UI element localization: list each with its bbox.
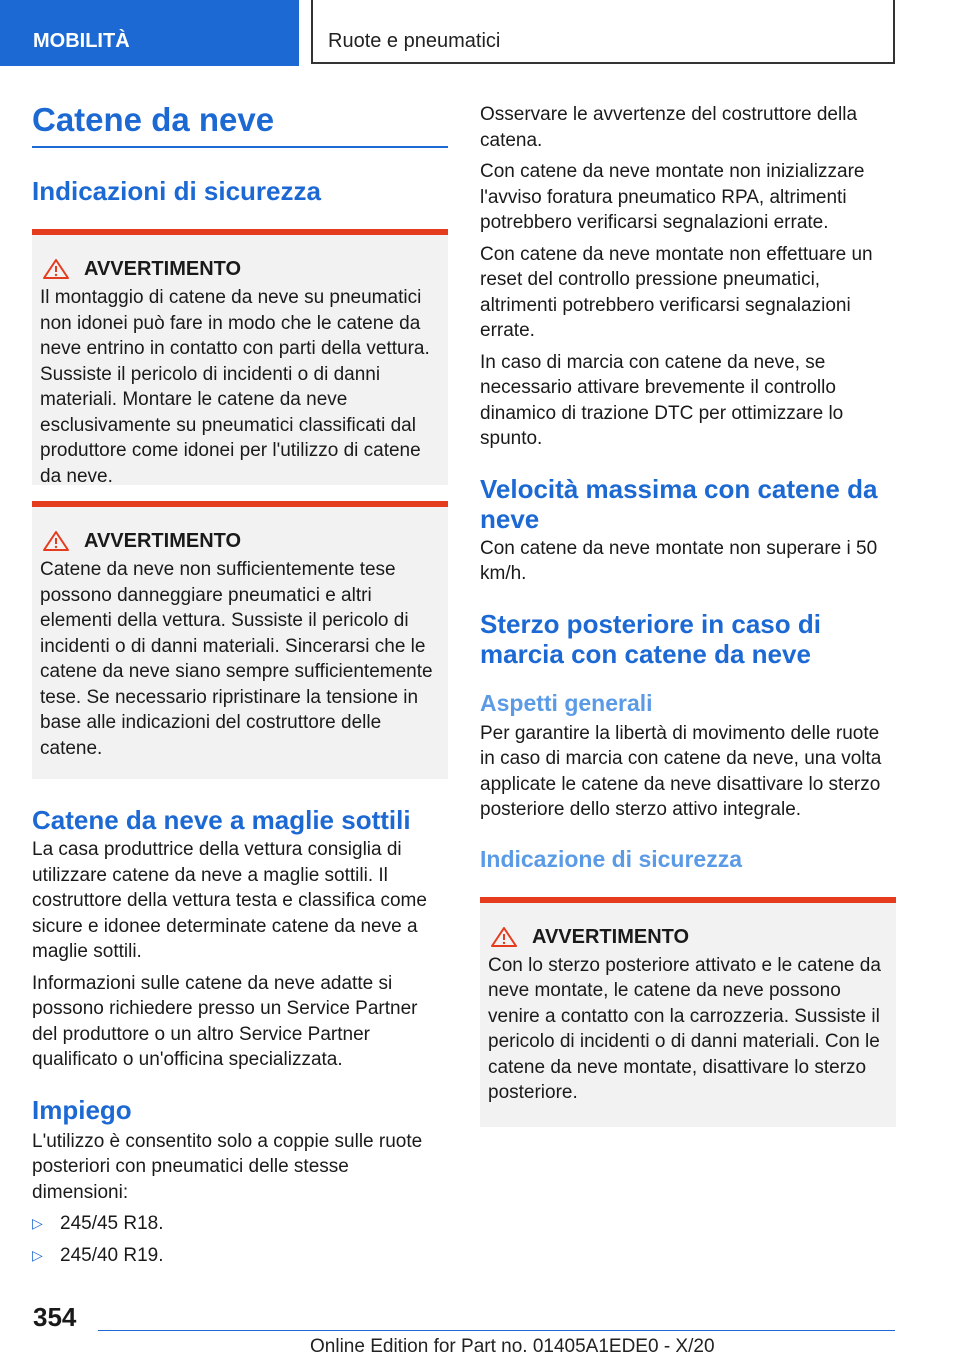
fine-chains-heading: Catene da neve a maglie sottili	[32, 805, 411, 835]
page-title: Catene da neve	[32, 100, 448, 148]
max-speed-heading: Velocità massima con catene da neve	[480, 473, 878, 534]
safety-note-heading: Indicazione di sicurezza	[480, 845, 743, 872]
header-section-label: MOBILITÀ	[33, 30, 130, 52]
left-column	[32, 100, 448, 1268]
warning-header	[488, 925, 888, 949]
header-chapter-label: Ruote e pneumatici	[328, 30, 501, 52]
warning-header	[40, 257, 440, 281]
warning-label: AVVERTIMENTO	[532, 925, 690, 948]
use-heading: Impiego	[32, 1094, 132, 1125]
warning-box-3	[480, 897, 896, 1127]
list-item	[32, 1243, 448, 1269]
warning-text: Catene da neve non sufficientemente tese possono danneggiare pneumatici e altri elementi della vettura. Sussiste il pericolo di incidenti o di danni materiali. Sincerarsi che le catene da neve siano sempre sufficientemente tese. Se necessario ripristinare la tensione in base alle indicazioni del costruttore delle catene.	[40, 559, 433, 759]
warning-label: AVVERTIMENTO	[84, 530, 242, 552]
footer-divider	[98, 1330, 895, 1331]
warning-box-2	[32, 501, 448, 779]
use-paragraph: L'utilizzo è consentito solo a coppie sulle ruote posteriori con pneumatici delle stesse dimensioni:	[32, 1130, 423, 1203]
warning-box-1	[32, 229, 448, 485]
fine-chains-paragraph-2: Informazioni sulle catene da neve adatte si possono richiedere presso un Service Partner del produttore o un altro Service Partner qualificato o un'officina specializzata.	[32, 972, 418, 1070]
fine-chains-paragraph-1: La casa produttrice della vettura consiglia di utilizzare catene da neve a maglie sottili. Il costruttore della vettura testa e classifica come sicure e idonee determinate catene da neve a maglie sottili.	[32, 839, 427, 962]
paragraph: Con catene da neve montate non inizializzare l'avviso foratura pneumatico RPA, altrimenti potrebbero verificarsi segnalazioni errate.	[480, 161, 865, 233]
header-section	[0, 0, 299, 66]
warning-header	[40, 529, 440, 553]
max-speed-paragraph: Con catene da neve montate non superare i 50 km/h.	[480, 537, 878, 584]
list-item-text: 245/40 R19.	[60, 1244, 164, 1266]
paragraph: Con catene da neve montate non effettuare un reset del controllo pressione pneumatici, altrimenti potrebbero verificarsi segnalazioni errate.	[480, 243, 873, 341]
warning-text: Con lo sterzo posteriore attivato e le catene da neve montate, le catene da neve possono venire a contatto con la carrozzeria. Sussiste il pericolo di incidenti o di danni materiali. Con le catene da neve montate, disattivare lo sterzo posteriore.	[488, 954, 881, 1103]
warning-triangle-icon	[40, 530, 80, 552]
general-paragraph: Per garantire la libertà di movimento delle ruote in caso di marcia con catene da neve, una volta applicate le catene da neve disattivare lo sterzo posteriore dello sterzo attivo integrale.	[480, 722, 882, 820]
paragraph: Osservare le avvertenze del costruttore della catena.	[480, 104, 858, 151]
safety-heading: Indicazioni di sicurezza	[32, 176, 321, 206]
triangle-bullet-icon: ▷	[32, 1215, 43, 1231]
list-item	[32, 1211, 448, 1237]
general-heading: Aspetti generali	[480, 689, 653, 716]
footer-edition: Online Edition for Part no. 01405A1EDE0 - X/20	[310, 1336, 715, 1357]
list-item-text: 245/45 R18.	[60, 1213, 164, 1234]
right-column	[480, 102, 896, 1127]
page-number: 354	[33, 1302, 77, 1332]
header-chapter	[311, 0, 895, 64]
warning-label: AVVERTIMENTO	[84, 258, 242, 280]
triangle-bullet-icon: ▷	[32, 1246, 43, 1263]
rear-steering-heading: Sterzo posteriore in caso di marcia con catene da neve	[480, 608, 821, 669]
warning-triangle-icon	[488, 926, 528, 948]
warning-triangle-icon	[40, 258, 80, 280]
warning-text: Il montaggio di catene da neve su pneumatici non idonei può fare in modo che le catene da neve entrino in contatto con parti della vettura. Sussiste il pericolo di incidenti o di danni materiali. Montare le catene da neve esclusivamente su pneumatici classificati dal produttore come idonei per l'utilizzo di catene da neve.	[40, 287, 430, 487]
paragraph: In caso di marcia con catene da neve, se necessario attivare brevemente il controllo dinamico di trazione DTC per ottimizzare lo spunto.	[480, 351, 844, 449]
